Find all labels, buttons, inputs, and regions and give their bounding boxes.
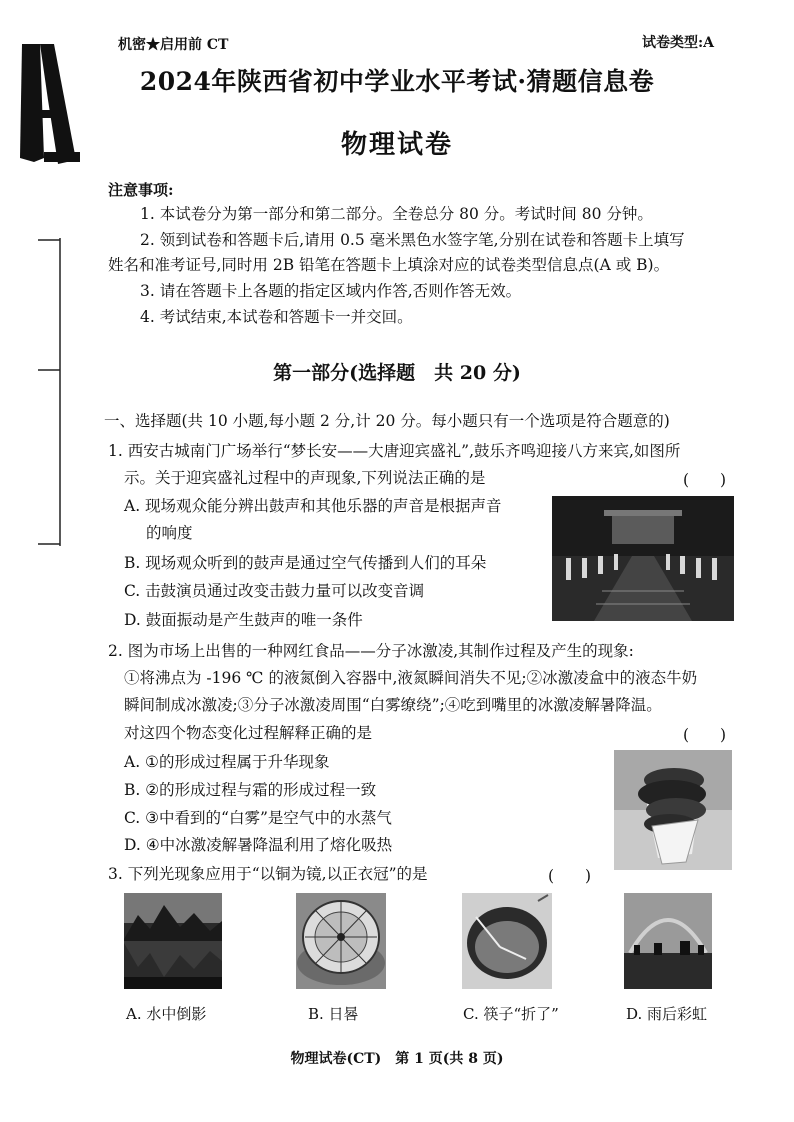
q3-option-a: A. 水中倒影 [126,1005,207,1023]
q2-option-d: D. ④中冰激凌解暑降温利用了熔化吸热 [124,836,393,854]
q2-stem-line2: ①将沸点为 -196 ℃ 的液氮倒入容器中,液氮瞬间消失不见;②冰激凌盒中的液态牛奶 [124,669,698,687]
q3-photo-sundial [296,893,386,989]
q1-option-c: C. 击鼓演员通过改变击鼓力量可以改变音调 [124,582,425,600]
note-1: 1. 本试卷分为第一部分和第二部分。全卷总分 80 分。考试时间 80 分钟。 [140,205,653,223]
section-intro: 一、选择题(共 10 小题,每小题 2 分,计 20 分。每小题只有一个选项是符合题意的) [104,412,670,430]
q1-option-a: A. 现场观众能分辨出鼓声和其他乐器的声音是根据声音 [124,497,502,515]
notes-heading: 注意事项: [108,181,174,199]
q2-stem-line1: 2. 图为市场上出售的一种网红食品——分子冰激凌,其制作过程及产生的现象: [108,642,634,660]
q1-photo-south-gate-ceremony [552,496,734,621]
note-2-cont: 姓名和准考证号,同时用 2B 铅笔在答题卡上填涂对应的试卷类型信息点(A 或 B)。 [108,256,670,274]
q3-photo-rainbow [624,893,712,989]
page-footer: 物理试卷(CT) 第 1 页(共 8 页) [290,1051,504,1067]
q2-option-a: A. ①的形成过程属于升华现象 [124,753,330,771]
exam-subject: 物理试卷 [340,130,453,160]
binding-margin-line [38,238,62,546]
exam-title: 2024年陕西省初中学业水平考试·猜题信息卷 [139,67,655,96]
q3-option-b: B. 日晷 [308,1005,359,1023]
note-3: 3. 请在答题卡上各题的指定区域内作答,否则作答无效。 [140,282,522,300]
note-2: 2. 领到试卷和答题卡后,请用 0.5 毫米黑色水签字笔,分别在试卷和答题卡上填写 [140,231,685,249]
q3-answer-bracket: ( ) [548,867,592,885]
q1-answer-bracket: ( ) [683,471,727,489]
q3-stem: 3. 下列光现象应用于“以铜为镜,以正衣冠”的是 [108,865,428,883]
q2-answer-bracket: ( ) [683,726,727,744]
q2-option-c: C. ③中看到的“白雾”是空气中的水蒸气 [124,809,392,827]
q2-photo-ice-cream [614,750,732,870]
q1-option-d: D. 鼓面振动是产生鼓声的唯一条件 [124,611,363,629]
q1-option-a-cont: 的响度 [146,524,193,542]
q3-photo-water-reflection [124,893,222,989]
q1-option-b: B. 现场观众听到的鼓声是通过空气传播到人们的耳朵 [124,554,487,572]
q2-option-b: B. ②的形成过程与霜的形成过程一致 [124,781,377,799]
q2-stem-line3: 瞬间制成冰激凌;③分子冰激凌周围“白雾缭绕”;④吃到嘴里的冰激凌解暑降温。 [124,696,662,714]
q2-stem-line4: 对这四个物态变化过程解释正确的是 [124,724,373,742]
q3-option-c: C. 筷子“折了” [463,1005,559,1023]
part1-title: 第一部分(选择题 共 20 分) [273,362,521,384]
note-4: 4. 考试结束,本试卷和答题卡一并交回。 [140,308,413,326]
paper-type-label: 试卷类型:A [642,35,715,51]
q1-stem-line1: 1. 西安古城南门广场举行“梦长安——大唐迎宾盛礼”,鼓乐齐鸣迎接八方来宾,如图所 [108,442,681,460]
q1-stem-line2: 示。关于迎宾盛礼过程中的声现象,下列说法正确的是 [124,469,486,487]
confidential-label: 机密★启用前 CT [118,37,229,53]
q3-option-d: D. 雨后彩虹 [626,1005,708,1023]
q3-photo-bent-chopsticks [462,893,552,989]
